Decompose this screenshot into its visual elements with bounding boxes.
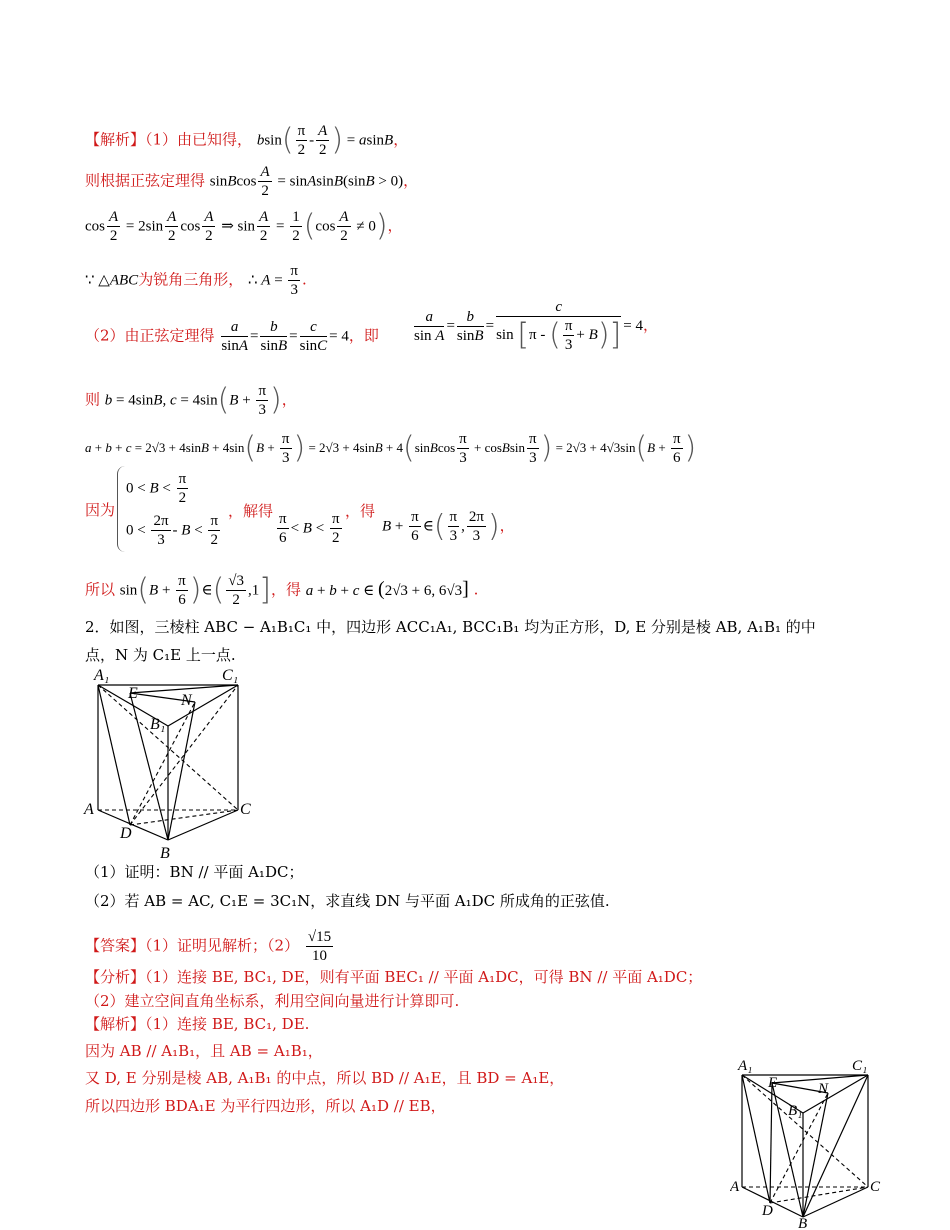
prism-figure-secondary xyxy=(730,1055,890,1230)
solution-step3-line: cos $\frac{A}{2}$ = 2sin $\frac{A}{2}$ cos $\frac{A}{2}$ ⇒ sin $\frac{A}{2}$ = $\frac{1}{2}$ (cos $\frac{A}{2}$ ≠ 0)， xyxy=(85,208,403,244)
fig2-label-B1: B₁ xyxy=(788,1103,803,1119)
label-C: C xyxy=(240,801,251,818)
fig2-label-A: A xyxy=(730,1179,740,1195)
step3-text: 为锐角三角形， xyxy=(138,270,244,289)
solution-step2-line: 则根据正弦定理得 sinBcos $\frac{A}{2}$ = sinAsinB(sinB > 0)， xyxy=(85,164,419,199)
question2: （2）若 AB = AC, C₁E = 3C₁N，求直线 DN 与平面 A₁DC 所成角的正弦值. xyxy=(85,892,610,910)
analysis-line1 xyxy=(85,967,702,987)
label-C1: C₁ xyxy=(222,667,239,684)
problem2-line2: 点，N 为 C₁E 上一点. xyxy=(85,646,236,664)
answer-line xyxy=(85,928,335,965)
answer-tag: 【答案】 xyxy=(85,936,146,955)
eq1-text xyxy=(0,1180,1,1181)
solution2-text1: （1）连接 BE, BC₁, DE. xyxy=(145,1015,310,1033)
solution2-line1 xyxy=(85,1014,309,1034)
step5-text: 则 xyxy=(85,390,101,409)
analysis-text1: （1）连接 BE, BC₁, DE，则有平面 BEC₁ // 平面 A₁DC，可得 BN // 平面 A₁DC； xyxy=(145,968,703,986)
step1-text: （1）由已知得， xyxy=(145,130,253,149)
step7-text: 所以 xyxy=(85,580,116,599)
step6b-block xyxy=(228,500,273,521)
solution-step6-line: 则 b = 4sinB, c = 4sin(B + $\frac{\pi}{3}$ )， xyxy=(85,382,297,418)
eq5: $\frac{a}{\text{sin A}}$ = $\frac{b}{\sin B}$ = c sin [π - ( $\frac{\pi}{3}$ + B)] = 4， xyxy=(414,299,658,353)
eq8: $\frac{\pi}{6}$ < B < $\frac{\pi}{2}$ xyxy=(279,511,340,546)
label-E: E xyxy=(128,685,138,702)
answer-value: $\frac{√15}{10}$ xyxy=(307,929,332,964)
eq2: sinBcos $\frac{A}{2}$ = sinAsinB(sinB > 0) xyxy=(209,164,404,199)
step4-text: （2）由正弦定理得 xyxy=(85,326,215,345)
eq3: cos $\frac{A}{2}$ = 2sin $\frac{A}{2}$ cos $\frac{A}{2}$ ⇒ sin $\frac{A}{2}$ = $\frac{1}{2}$ (cos $\frac{A}{2}$ ≠ 0) xyxy=(85,208,388,244)
equation-text-carriers xyxy=(0,1180,1,1181)
solution-tag: 【解析】 xyxy=(85,130,146,149)
solution2-tag: 【解析】 xyxy=(85,1015,146,1033)
eq11: a + b + c ∈ (2√3 + 6, 6√3] xyxy=(305,577,469,600)
triangle-abc: ∵ △ABC xyxy=(85,272,139,289)
step4b-text: ，即 xyxy=(348,326,379,345)
eq7: a + b + c = 2√3 + 4sinB + 4sin(B + $\frac{\pi}{3}$ ) = 2√3 + 4sinB + 4(sinBcos $\frac{\pi}{3}$ + cosBsin $\frac{\pi}{3}$ ) = 2√3 + 4√3sin(B + $\frac{\pi}{6}$ ) xyxy=(85,430,697,466)
step6c-block xyxy=(345,500,375,521)
solution-step5-line xyxy=(85,318,379,355)
prism-figure-main xyxy=(80,663,260,863)
solution-step9-line: 所以 sin(B + $\frac{\pi}{6}$ )∈( $\frac{√3}{2}$ ,1]，得 a + b + c ∈ (2√3 + 6, 6√3] . xyxy=(85,572,479,608)
solution2-line3: 又 D, E 分别是棱 AB, A₁B₁ 的中点，所以 BD // A₁E，且 BD = A₁E， xyxy=(85,1069,565,1087)
question1: （1）证明：BN // 平面 A₁DC； xyxy=(85,863,304,881)
analysis-line2: （2）建立空间直角坐标系，利用空间向量进行计算即可. xyxy=(85,992,460,1010)
label-A: A xyxy=(84,801,94,818)
label-N: N xyxy=(181,692,192,709)
solution2-line4: 所以四边形 BDA₁E 为平行四边形，所以 A₁D // EB， xyxy=(85,1097,446,1115)
step2-text: 则根据正弦定理得 xyxy=(85,171,206,190)
label-D: D xyxy=(120,825,132,842)
step6c-text: ，得 xyxy=(345,502,376,520)
fig2-label-C1: C₁ xyxy=(852,1058,868,1074)
fig2-label-E: E xyxy=(768,1075,778,1091)
label-B: B xyxy=(160,845,170,862)
fig2-label-B: B xyxy=(798,1216,808,1230)
inequality-system: 0 < B < $\frac{\pi}{2}$ 0 < $\frac{2\pi}{3}$ - B < $\frac{\pi}{2}$ xyxy=(117,466,238,552)
step6-text: 因为 xyxy=(85,501,116,519)
label-B1: B₁ xyxy=(150,716,166,733)
solution-step8-line xyxy=(85,500,115,520)
analysis-tag: 【分析】 xyxy=(85,968,146,986)
eq6: b = 4sinB, c = 4sin(B + $\frac{\pi}{3}$ ) xyxy=(104,382,282,418)
solution-step4-line: ∵ △ABC为锐角三角形， ∴ A = $\frac{\pi}{3}$ . xyxy=(85,263,307,298)
fig2-label-N: N xyxy=(818,1081,829,1097)
step7b-text: ，得 xyxy=(271,580,302,599)
fig2-label-D: D xyxy=(762,1203,773,1219)
eq10: sin(B + $\frac{\pi}{6}$ )∈( $\frac{√3}{2}$ ,1] xyxy=(119,572,271,608)
solution-step7-line xyxy=(85,430,696,467)
fig2-label-C: C xyxy=(870,1179,881,1195)
eq4: $\frac{a}{\sin A}$ = $\frac{b}{\sin B}$ = $\frac{c}{\sin C}$ = 4 xyxy=(221,319,349,354)
solution-step1-line: 【解析】（1）由已知得， bsin( $\frac{\pi}{2}$ - $\frac{A}{2}$ ) = asinB， xyxy=(85,122,409,158)
step6b-text: ，解得 xyxy=(228,502,274,520)
problem2-line1: 2．如图，三棱柱 ABC − A₁B₁C₁ 中，四边形 ACC₁A₁, BCC₁B₁ 均为正方形，D, E 分别是棱 AB, A₁B₁ 的中 xyxy=(85,618,816,636)
answer-text: （1）证明见解析；（2） xyxy=(145,936,300,955)
solution2-line2: 因为 AB // A₁B₁，且 AB = A₁B₁， xyxy=(85,1042,323,1060)
eq9: B + $\frac{\pi}{6}$ ∈( $\frac{\pi}{3}$ , $\frac{2\pi}{3}$ )， xyxy=(382,509,515,544)
label-A1: A₁ xyxy=(94,667,110,684)
fig2-label-A1: A₁ xyxy=(738,1058,753,1074)
eq1: bsin( $\frac{\pi}{2}$ - $\frac{A}{2}$ ) = asinB xyxy=(256,122,394,158)
